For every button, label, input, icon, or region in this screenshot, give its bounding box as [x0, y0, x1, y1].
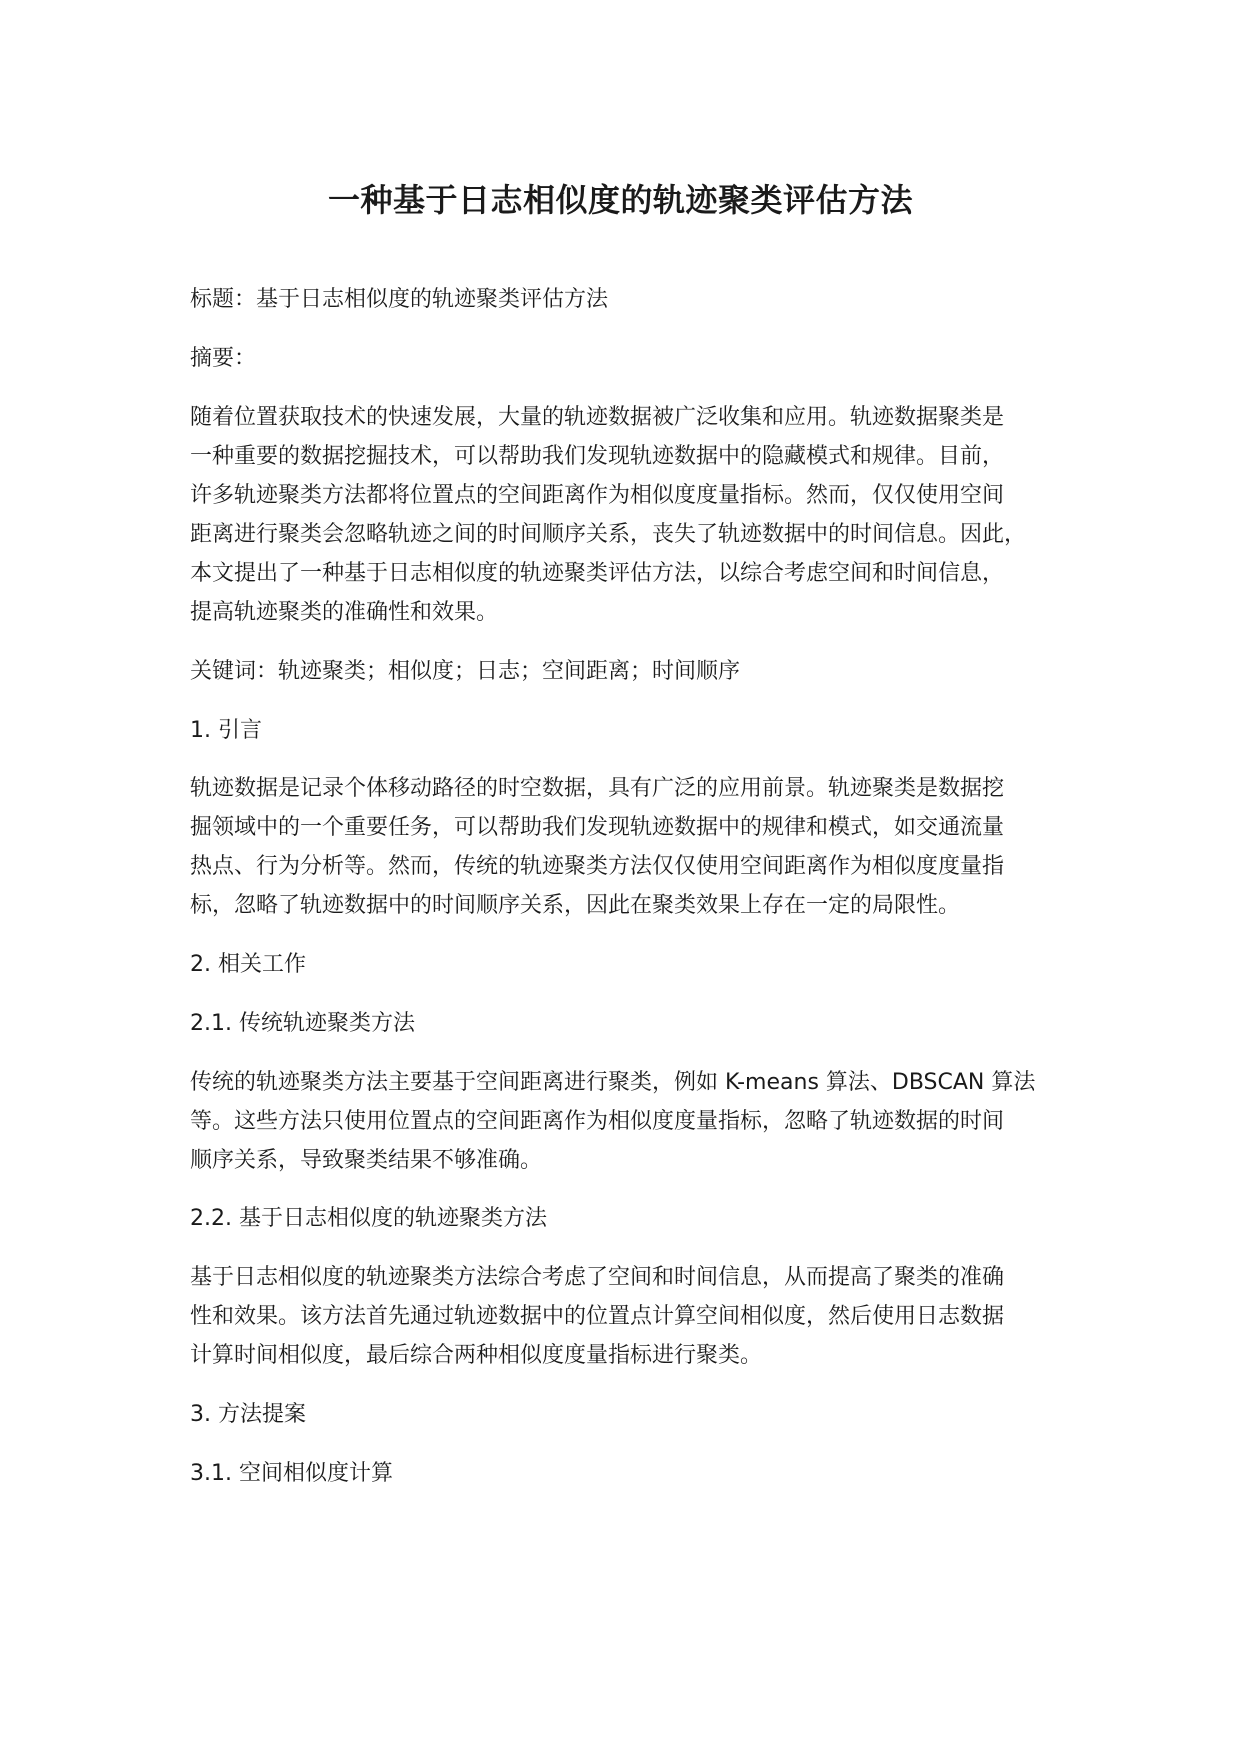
page-title: 一种基于日志相似度的轨迹聚类评估方法 [327, 181, 913, 219]
body-paragraph: 基于日志相似度的轨迹聚类方法综合考虑了空间和时间信息，从而提高了聚类的准确 性和效果。该方法首先通过轨迹数据中的位置点计算空间相似度，然后使用日志数据 计算时间相似度，最后综合两种相似度度量指标进行聚类。 [190, 1265, 1005, 1368]
body-paragraph: 传统的轨迹聚类方法主要基于空间距离进行聚类，例如 K-means 算法、DBSCAN 算法 等。这些方法只使用位置点的空间距离作为相似度度量指标，忽略了轨迹数据的时间 顺序关系，导致聚类结果不够准确。 [190, 1070, 1036, 1173]
section-heading: 3. 方法提案 [190, 1402, 306, 1427]
section-heading: 2. 相关工作 [190, 952, 306, 977]
subsection-heading: 3.1. 空间相似度计算 [190, 1461, 393, 1486]
keywords-line: 关键词：轨迹聚类；相似度；日志；空间距离；时间顺序 [190, 659, 741, 684]
abstract-paragraph: 随着位置获取技术的快速发展，大量的轨迹数据被广泛收集和应用。轨迹数据聚类是 一种重要的数据挖掘技术，可以帮助我们发现轨迹数据中的隐藏模式和规律。目前， 许多轨迹聚类方法都将位置点的空间距离作为相似度度量指标。然而，仅仅使用空间 距离进行聚类会忽略轨迹之间的时间顺序关系，丧失了轨迹数据中的时间信息。因此， 本文提出了一种基于日志相似度的轨迹聚类评估方法，以综合考虑空间和时间信息， 提高轨迹聚类的准确性和效果。 [190, 405, 1027, 625]
section-heading: 1. 引言 [190, 718, 262, 743]
subsection-heading: 2.2. 基于日志相似度的轨迹聚类方法 [190, 1206, 547, 1231]
body-paragraph: 轨迹数据是记录个体移动路径的时空数据，具有广泛的应用前景。轨迹聚类是数据挖 掘领域中的一个重要任务，可以帮助我们发现轨迹数据中的规律和模式，如交通流量 热点、行为分析等。然而，传统的轨迹聚类方法仅仅使用空间距离作为相似度度量指 标，忽略了轨迹数据中的时间顺序关系，因此在聚类效果上存在一定的局限性。 [190, 776, 1005, 918]
abstract-label: 摘要： [190, 346, 257, 371]
subsection-heading: 2.1. 传统轨迹聚类方法 [190, 1011, 415, 1036]
subtitle-line: 标题：基于日志相似度的轨迹聚类评估方法 [190, 287, 609, 312]
